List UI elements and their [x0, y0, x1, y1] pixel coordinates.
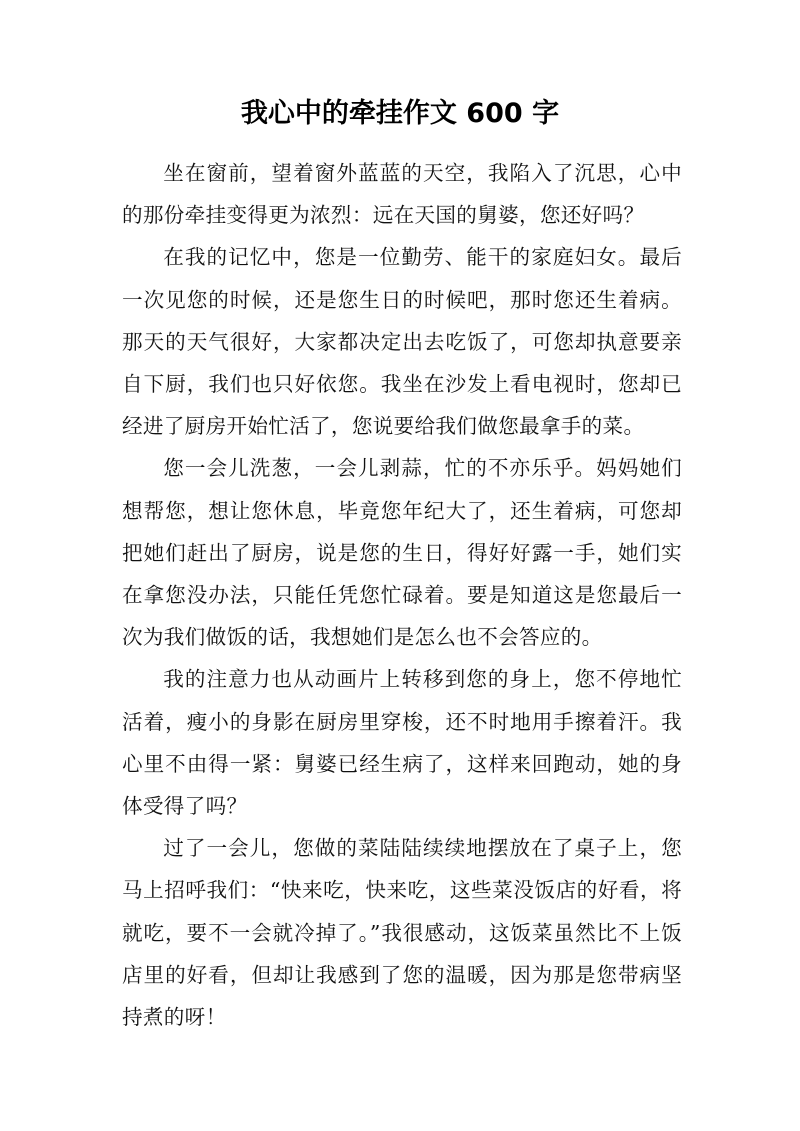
document-body	[122, 152, 682, 1038]
paragraph-1: 坐在窗前，望着窗外蓝蓝的天空，我陷入了沉思，心中的那份牵挂变得更为浓烈：远在天国的舅婆，您还好吗？	[122, 161, 682, 228]
paragraph-4: 我的注意力也从动画片上转移到您的身上，您不停地忙活着，瘦小的身影在厨房里穿梭，还不时地用手擦着汗。我心里不由得一紧：舅婆已经生病了，这样来回跑动，她的身体受得了吗？	[122, 667, 682, 819]
document-title: 我心中的牵挂作文 600 字	[240, 98, 560, 129]
paragraph-5: 过了一会儿，您做的菜陆陆续续地摆放在了桌子上，您马上招呼我们：“快来吃，快来吃，这些菜没饭店的好看，将就吃，要不一会就冷掉了。”我很感动，这饭菜虽然比不上饭店里的好看，但却让我感到了您的温暖，因为那是您带病坚持煮的呀！	[122, 836, 682, 1030]
paragraph-3: 您一会儿洗葱，一会儿剥蒜，忙的不亦乐乎。妈妈她们想帮您，想让您休息，毕竟您年纪大了，还生着病，可您却把她们赶出了厨房，说是您的生日，得好好露一手，她们实在拿您没办法，只能任凭您忙碌着。要是知道这是您最后一次为我们做饭的话，我想她们是怎么也不会答应的。	[122, 456, 682, 650]
paragraph-2: 在我的记忆中，您是一位勤劳、能干的家庭妇女。最后一次见您的时候，还是您生日的时候吧，那时您还生着病。那天的天气很好，大家都决定出去吃饭了，可您却执意要亲自下厨，我们也只好依您。我坐在沙发上看电视时，您却已经进了厨房开始忙活了，您说要给我们做您最拿手的菜。	[122, 245, 682, 439]
